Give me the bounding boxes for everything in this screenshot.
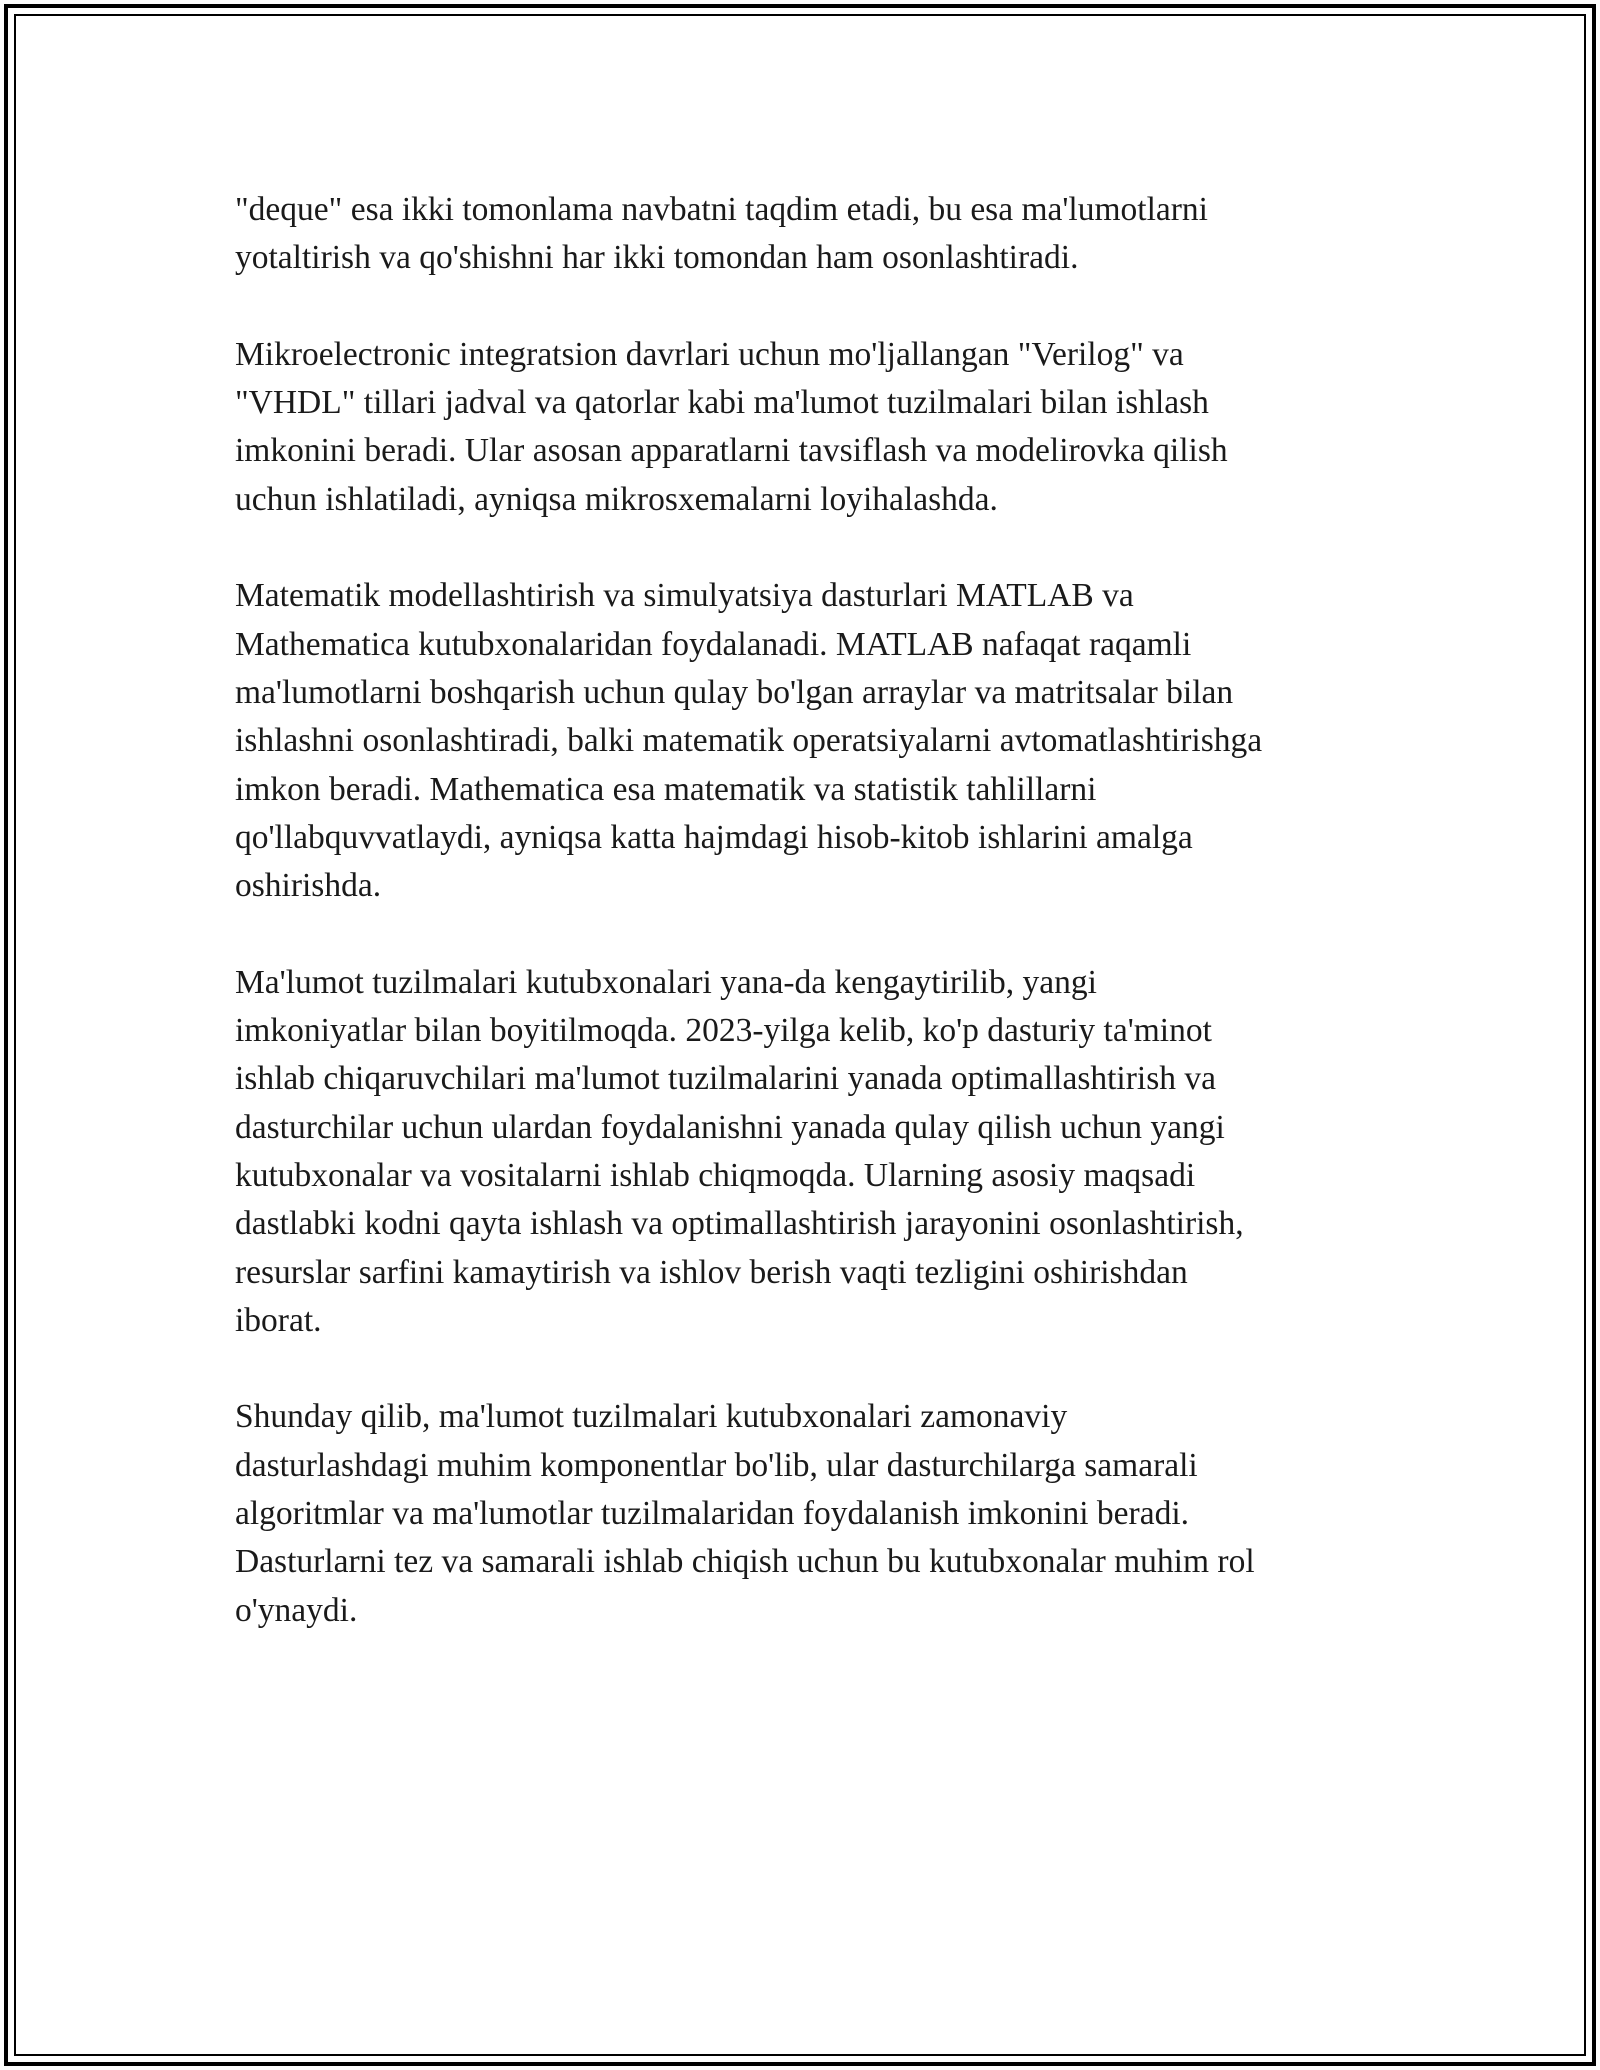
paragraph-libraries-2023: Ma'lumot tuzilmalari kutubxonalari yana-da kengaytirilib, yangi imkoniyatlar bilan boyitilmoqda. 2023-yilga kelib, ko'p dasturiy ta'minot ishlab chiqaruvchilari ma'lumot tuzilmalarini yanada optimallashtirish va dasturchilar uchun ulardan foydalanishni yanada qulay qilish uchun yangi kutubxonalar va vositalarni ishlab chiqmoqda. Ularning asosiy maqsadi dastlabki kodni qayta ishlash va optimallashtirish jarayonini osonlashtirish, resurslar sarfini kamaytirish va ishlov berish vaqti tezligini oshirishdan iborat.	[235, 963, 1244, 1339]
paragraph-verilog-vhdl: Mikroelectronic integratsion davrlari uchun mo'ljallangan "Verilog" va "VHDL" tillari jadval va qatorlar kabi ma'lumot tuzilmalari bilan ishlash imkonini beradi. Ular asosan apparatlarni tavsiflash va modelirovka qilish uchun ishlatiladi, ayniqsa mikrosxemalarni loyihalashda.	[235, 335, 1228, 518]
paragraph-deque: "deque" esa ikki tomonlama navbatni taqdim etadi, bu esa ma'lumotlarni yotaltirish va qo'shishni har ikki tomondan ham osonlashtiradi.	[235, 191, 1208, 277]
paragraph-matlab-mathematica: Matematik modellashtirish va simulyatsiya dasturlari MATLAB va Mathematica kutubxonalaridan foydalanadi. MATLAB nafaqat raqamli ma'lumotlarni boshqarish uchun qulay bo'lgan arraylar va matritsalar bilan ishlashni osonlashtiradi, balki matematik operatsiyalarni avtomatlashtirishga imkon beradi. Mathematica esa matematik va statistik tahlillarni qo'llabquvvatlaydi, ayniqsa katta hajmdagi hisob-kitob ishlarini amalga oshirishda.	[235, 577, 1263, 905]
paragraph-conclusion: Shunday qilib, ma'lumot tuzilmalari kutubxonalari zamonaviy dasturlashdagi muhim komponentlar bo'lib, ular dasturchilarga samarali algoritmlar va ma'lumotlar tuzilmalaridan foydalanish imkonini beradi. Dasturlarni tez va samarali ishlab chiqish uchun bu kutubxonalar muhim rol o'ynaydi.	[235, 1398, 1255, 1629]
document-body	[235, 186, 1370, 1635]
